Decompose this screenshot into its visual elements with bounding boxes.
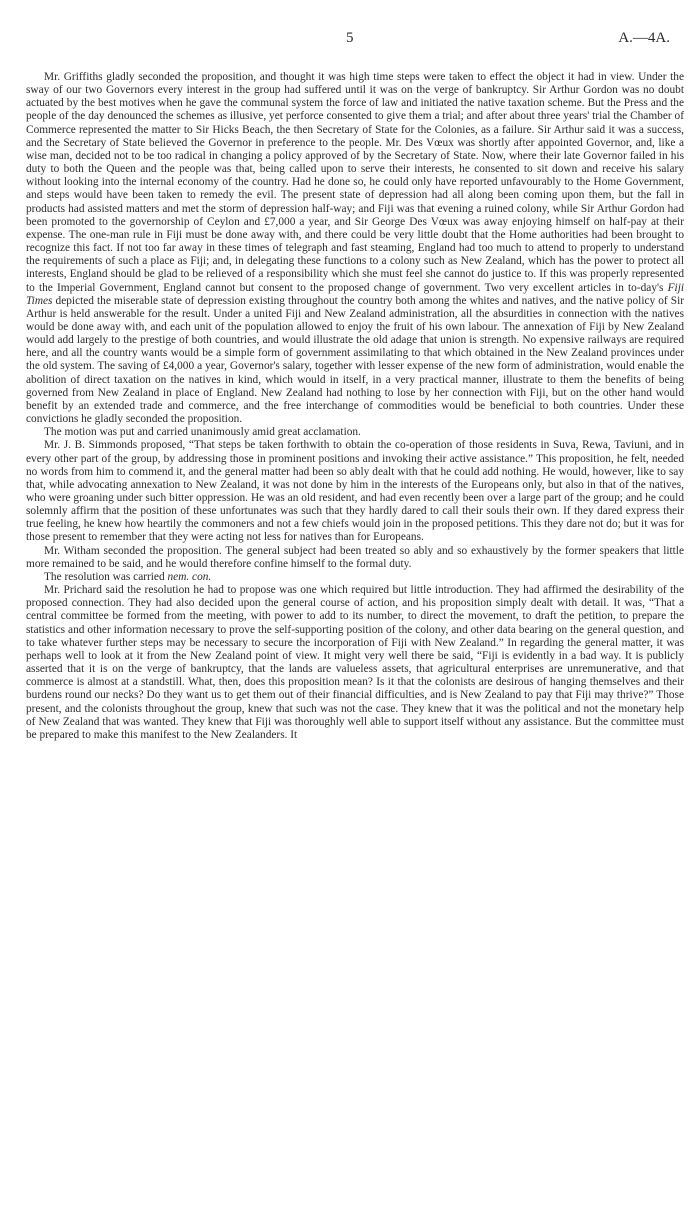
italic-latin-phrase: nem. con. [167, 570, 212, 583]
italic-title: Fiji Times [26, 281, 684, 307]
paragraph-witham: Mr. Witham seconded the proposition. The general subject had been treated so ably and so exhaustively by the former speakers that little more remained to be said, and he would therefore confine himself to the formal duty. [26, 544, 684, 570]
document-reference: A.—4A. [618, 30, 670, 46]
body-text [26, 71, 684, 742]
paragraph-resolution-carried: The resolution was carried nem. con. [44, 570, 212, 583]
paragraph-griffiths: Mr. Griffiths gladly seconded the proposition, and thought it was high time steps were taken to effect the object it had in view. Under the sway of our two Governors every interest in the group had suffered until it was on the verge of bankruptcy. Sir Arthur Gordon was no doubt actuated by the best motives when he gave the communal system the force of law and initiated the native taxation scheme. But the Press and the people of the day denounced the schemes as illusive, yet perforce consented to give them a trial; and after about three years' trial the Chamber of Commerce represented the matter to Sir Hicks Beach, the then Secretary of State for the Colonies, as a failure. Sir Arthur said it was a success, and the Secretary of State believed the Governor in preference to the people. Mr. Des Vœux was shortly after appointed Governor, and, like a wise man, decided not to be too radical in changing a policy approved of by the Secretary of State. Now, where their late Governor failed in his duty to both the Queen and the people was that, being called upon to serve their interests, he consented to sit down and receive his salary without looking into the internal economy of the country. Had he done so, he could only have reported unfavourably to the Home Government, and steps would have been taken to remedy the evil. The present state of depression had all along been coming upon them, but the fall in products had assisted matters and met the storm of depression half-way; and Fiji was that evening a ruined colony, while Sir Arthur Gordon had been promoted to the governorship of Ceylon and £7,000 a year, and Sir George Des Vœux was away enjoying himself on half-pay at their expense. The one-man rule in Fiji must be done away with, and there could be very little doubt that the Home authorities had been brought to recognize this fact. If not too far away in these times of telegraph and fast steaming, England had too much to attend to properly to understand the requirements of such a place as Fiji; and, in delegating these functions to a colony such as New Zealand, which has the power to protect all interests, England should be glad to be relieved of a responsibility which she must feel she cannot do justice to. If this was properly represented to the Imperial Government, England cannot but consent to the proposed change of government. Two very excellent articles in to-day's Fiji Times depicted the miserable state of depression existing throughout the country both among the whites and natives, and the native policy of Sir Arthur is held answerable for the result. Under a united Fiji and New Zealand administration, all the absurdities in connection with the natives would be done away with, and each unit of the population allowed to enjoy the fruit of his own labour. The annexation of Fiji by New Zealand would add largely to the prestige of both countries, and would illustrate the old adage that union is strength. No expensive railways are required here, and all the country wants would be a simple form of government assimilating to that which obtained in the New Zealand provinces under the old system. The saving of £4,000 a year, Governor's salary, together with lesser expense of the new form of administration, would enable the abolition of direct taxation on the natives in kind, which would in itself, in a very practical manner, illustrate to them the benefits of being governed from New Zealand in place of England. New Zealand had nothing to lose by her connection with Fiji, but on the other hand would benefit by an extended trade and commerce, and the free interchange of commodities would be beneficial to both countries. Under these convictions he gladly seconded the proposition. [26, 71, 684, 426]
paragraph-prichard: Mr. Prichard said the resolution he had to propose was one which required but little introduction. They had affirmed the desirability of the proposed connection. They had also decided upon the general course of action, and his proposition simply dealt with detail. It was, “That a central committee be formed from the meeting, with power to add to its number, to direct the movement, to draft the petition, to prepare the statistics and other information necessary to prove the self-supporting position of the colony, and other data bearing on the general question, and to take whatever further steps may be necessary to secure the incorporation of Fiji with New Zealand.” In regarding the general matter, it was perhaps well to look at it from the New Zealand point of view. It might very well there be said, “Fiji is evidently in a bad way. It is publicly asserted that it is on the verge of bankruptcy, that the lands are valueless assets, that agricultural enterprises are unremunerative, and that commerce is almost at a standstill. What, then, does this proposition mean? Is it that the colonists are desirous of hanging themselves and their burdens round our necks? Do they want us to get them out of their financial difficulties, and is New Zealand to pay that Fiji may thrive?” Those present, and the colonists throughout the group, knew that such was not the case. They knew that it was the political and not the monetary help of New Zealand that was wanted. They knew that Fiji was thoroughly well able to support itself without any assistance. But the committee must be prepared to make this manifest to the New Zealanders. It [26, 584, 684, 741]
page-number: 5 [346, 30, 354, 46]
paragraph-motion-carried: The motion was put and carried unanimously amid great acclamation. [44, 426, 361, 439]
paragraph-simmonds: Mr. J. B. Simmonds proposed, “That steps be taken forthwith to obtain the co-operation of those residents in Suva, Rewa, Taviuni, and in every other part of the group, by addressing those in prominent positions and invoking their active assistance.” This proposition, he felt, needed no words from him to commend it, and the general matter had been so ably dealt with that he could add nothing. He would, however, like to say that, while advocating annexation to New Zealand, it was not done by him in the interests of the Europeans only, but also in that of the natives, who were groaning under such bitter oppression. He was an old resident, and had even recently been over a large part of the group; and he could solemnly affirm that the position of these unfortunates was such that they hardly dared to call their souls their own. If they dared express their true feeling, he knew how heartily the commoners and not a few chiefs would join in the proposed petitions. This they dare not do; but it was for those present to remember that they were acting not less for natives than for Europeans. [26, 439, 684, 544]
